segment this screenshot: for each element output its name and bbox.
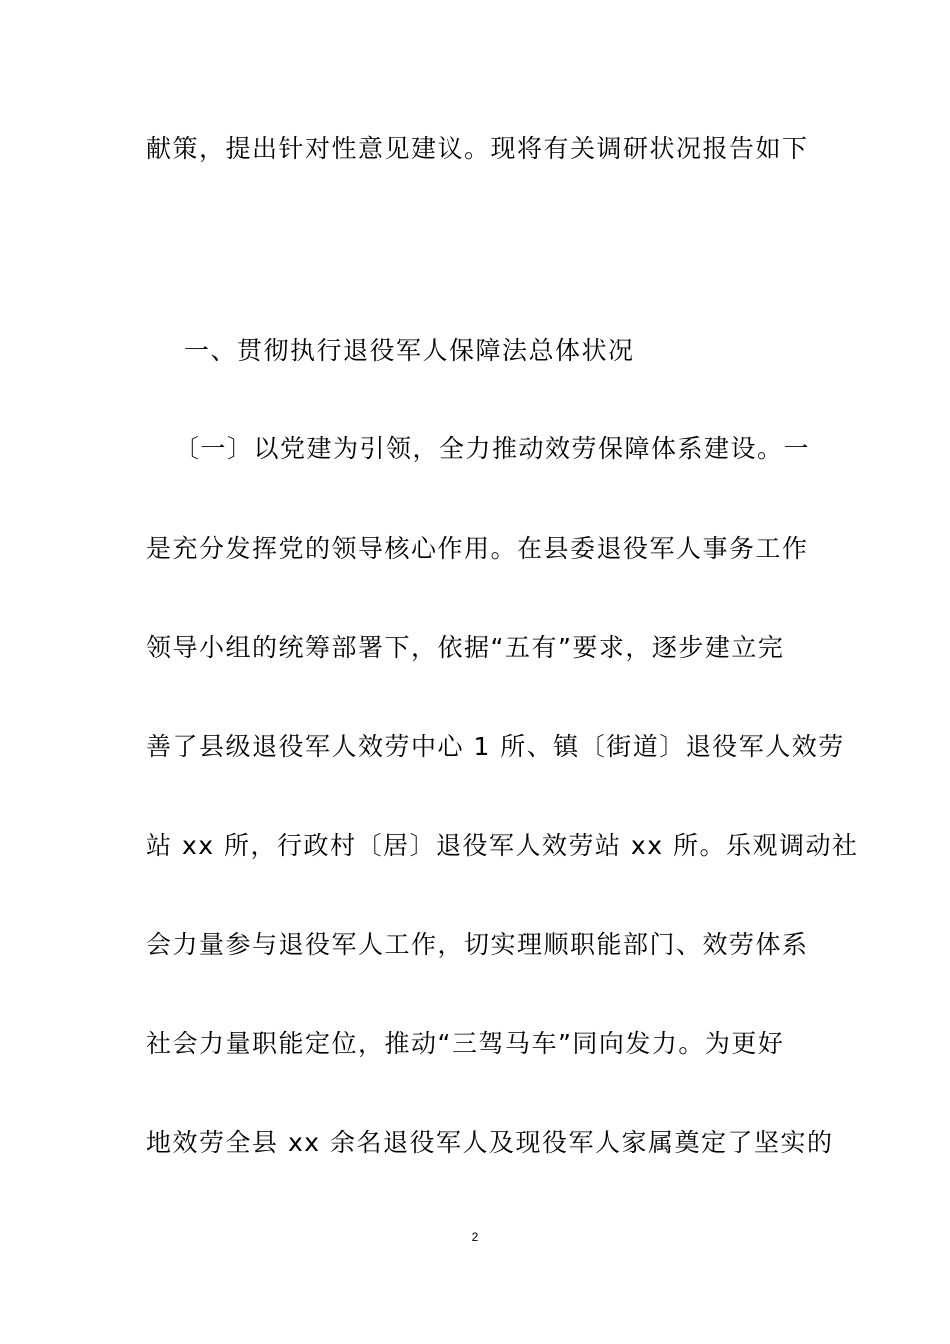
paragraph-line: 社会力量职能定位，推动“三驾马车”同向发力。为更好 [146, 1029, 785, 1058]
paragraph-line: 善了县级退役军人效劳中心 1 所、镇〔街道〕退役军人效劳 [146, 732, 845, 761]
paragraph-line: 是充分发挥党的领导核心作用。在县委退役军人事务工作 [146, 534, 809, 563]
section-heading: 一、贯彻执行退役军人保障法总体状况 [184, 336, 635, 365]
paragraph-line: 领导小组的统筹部署下，依据“五有”要求，逐步建立完 [146, 633, 785, 662]
paragraph-line: 献策，提出针对性意见建议。现将有关调研状况报告如下 [146, 134, 809, 163]
paragraph-line: 站 xx 所，行政村〔居〕退役军人效劳站 xx 所。乐观调动社 [146, 831, 859, 860]
paragraph-line: 〔一〕以党建为引领，全力推动效劳保障体系建设。一 [174, 434, 811, 463]
paragraph-line: 会力量参与退役军人工作，切实理顺职能部门、效劳体系 [146, 930, 809, 959]
paragraph-line: 地效劳全县 xx 余名退役军人及现役军人家属奠定了坚实的 [146, 1128, 834, 1157]
page-number: 2 [471, 1230, 479, 1244]
